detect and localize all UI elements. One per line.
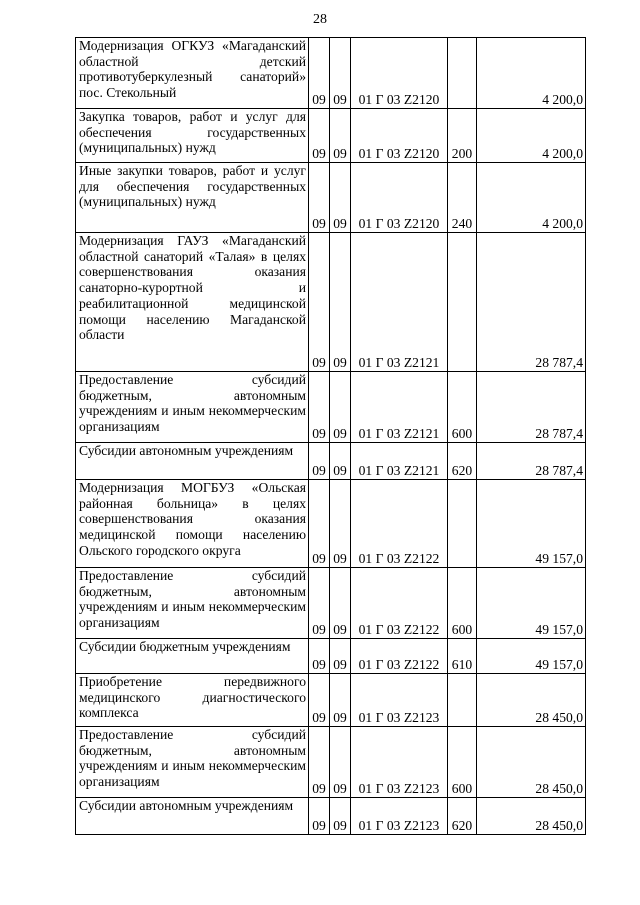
table-row [76,38,586,109]
expense-type-code [448,38,477,109]
table-row [76,443,586,480]
section-code: 09 [309,639,330,674]
expense-name: Субсидии автономным учреждениям [76,798,309,835]
budget-table [75,37,586,835]
section-code: 09 [309,727,330,798]
section-code: 09 [309,163,330,233]
subsection-code: 09 [330,798,351,835]
table-row [76,798,586,835]
page-number: 28 [313,12,327,27]
table-row [76,480,586,568]
subsection-code: 09 [330,443,351,480]
expense-type-code [448,674,477,727]
target-article-code: 01 Г 03 Z2121 [351,443,448,480]
section-code: 09 [309,480,330,568]
expense-type-code: 620 [448,443,477,480]
target-article-code: 01 Г 03 Z2122 [351,480,448,568]
expense-type-code: 600 [448,568,477,639]
target-article-code: 01 Г 03 Z2120 [351,163,448,233]
expense-name: Закупка товаров, работ и услуг для обеспечения государственных (муниципальных) нужд [76,109,309,163]
expense-type-code: 600 [448,727,477,798]
expense-type-code: 620 [448,798,477,835]
subsection-code: 09 [330,38,351,109]
expense-name: Предоставление субсидий бюджетным, автономным учреждениям и иным некоммерческим организациям [76,372,309,443]
section-code: 09 [309,109,330,163]
table-row [76,163,586,233]
expense-name: Предоставление субсидий бюджетным, автономным учреждениям и иным некоммерческим организациям [76,568,309,639]
subsection-code: 09 [330,480,351,568]
target-article-code: 01 Г 03 Z2121 [351,233,448,372]
section-code: 09 [309,674,330,727]
subsection-code: 09 [330,639,351,674]
amount: 4 200,0 [477,38,586,109]
table-row [76,372,586,443]
table-row [76,568,586,639]
table-row [76,109,586,163]
expense-name: Предоставление субсидий бюджетным, автономным учреждениям и иным некоммерческим организациям [76,727,309,798]
target-article-code: 01 Г 03 Z2123 [351,727,448,798]
section-code: 09 [309,38,330,109]
subsection-code: 09 [330,233,351,372]
subsection-code: 09 [330,568,351,639]
target-article-code: 01 Г 03 Z2120 [351,38,448,109]
target-article-code: 01 Г 03 Z2122 [351,639,448,674]
subsection-code: 09 [330,674,351,727]
subsection-code: 09 [330,727,351,798]
amount: 4 200,0 [477,163,586,233]
expense-type-code: 200 [448,109,477,163]
amount: 49 157,0 [477,639,586,674]
target-article-code: 01 Г 03 Z2120 [351,109,448,163]
amount: 28 450,0 [477,674,586,727]
expense-type-code: 240 [448,163,477,233]
amount: 28 450,0 [477,798,586,835]
amount: 49 157,0 [477,480,586,568]
subsection-code: 09 [330,163,351,233]
expense-name: Субсидии бюджетным учреждениям [76,639,309,674]
expense-name: Приобретение передвижного медицинского диагностического комплекса [76,674,309,727]
expense-name: Субсидии автономным учреждениям [76,443,309,480]
target-article-code: 01 Г 03 Z2121 [351,372,448,443]
expense-type-code [448,233,477,372]
target-article-code: 01 Г 03 Z2122 [351,568,448,639]
section-code: 09 [309,443,330,480]
subsection-code: 09 [330,109,351,163]
subsection-code: 09 [330,372,351,443]
amount: 28 787,4 [477,372,586,443]
amount: 49 157,0 [477,568,586,639]
section-code: 09 [309,233,330,372]
table-row [76,233,586,372]
section-code: 09 [309,372,330,443]
expense-name: Модернизация ГАУЗ «Магаданский областной санаторий «Талая» в целях совершенствования оказания санаторно-курортной и реабилитационной медицинской помощи населению Магаданской области [76,233,309,372]
table-row [76,639,586,674]
table-row [76,727,586,798]
expense-type-code [448,480,477,568]
section-code: 09 [309,568,330,639]
target-article-code: 01 Г 03 Z2123 [351,798,448,835]
expense-name: Иные закупки товаров, работ и услуг для обеспечения государственных (муниципальных) нужд [76,163,309,233]
expense-type-code: 600 [448,372,477,443]
section-code: 09 [309,798,330,835]
expense-type-code: 610 [448,639,477,674]
amount: 28 787,4 [477,233,586,372]
expense-name: Модернизация МОГБУЗ «Ольская районная больница» в целях совершенствования оказания медицинской помощи населению Ольского городского округа [76,480,309,568]
amount: 28 450,0 [477,727,586,798]
amount: 28 787,4 [477,443,586,480]
expense-name: Модернизация ОГКУЗ «Магаданский областной детский противотуберкулезный санаторий» пос. Стекольный [76,38,309,109]
amount: 4 200,0 [477,109,586,163]
table-row [76,674,586,727]
target-article-code: 01 Г 03 Z2123 [351,674,448,727]
